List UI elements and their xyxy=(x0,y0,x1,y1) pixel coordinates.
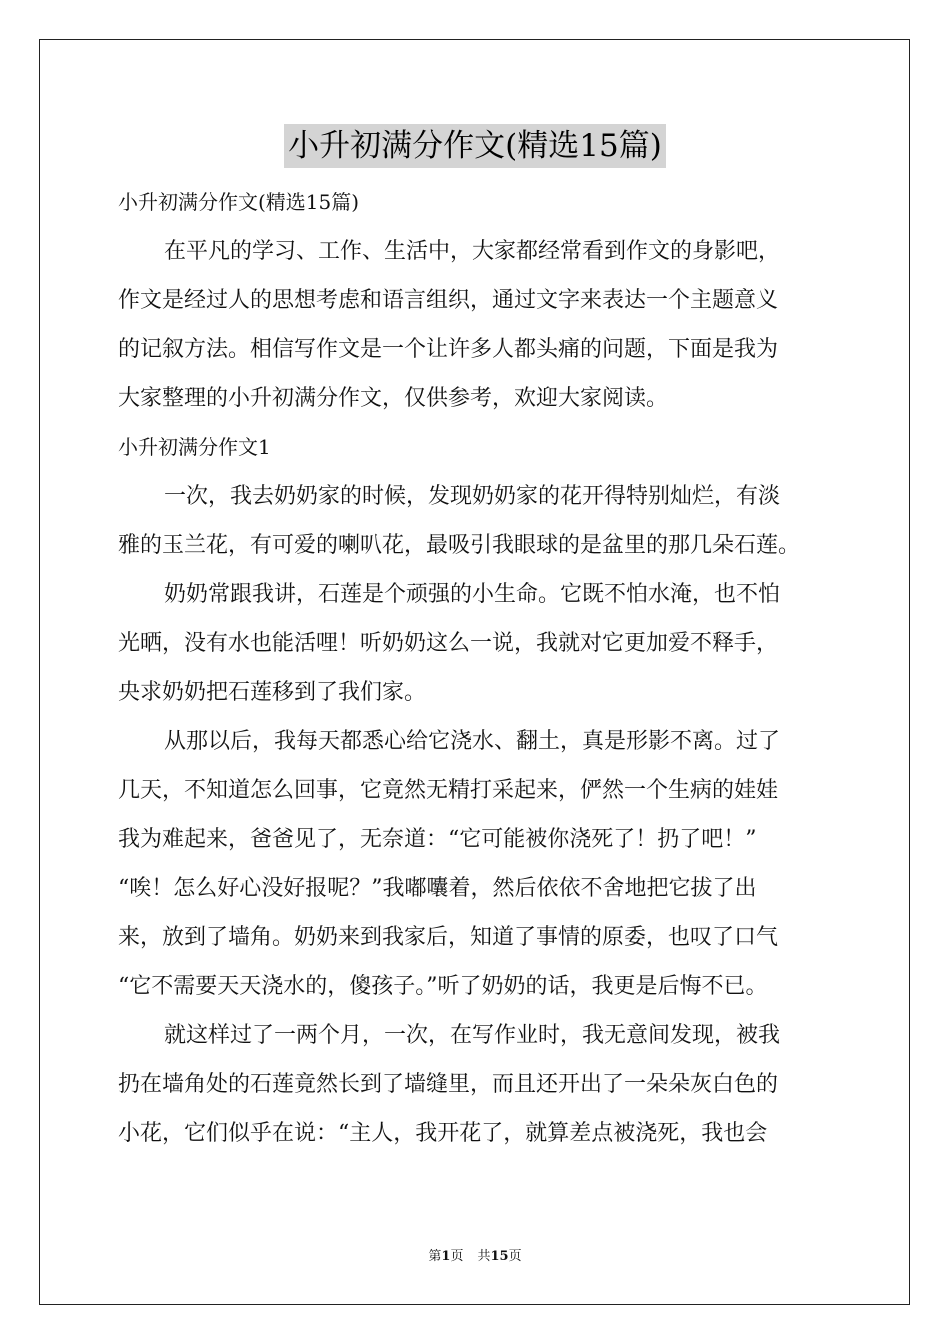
text-line: 的记叙方法。相信写作文是一个让许多人都头痛的问题，下面是我为 xyxy=(118,337,779,362)
text-line: 大家整理的小升初满分作文，仅供参考，欢迎大家阅读。 xyxy=(118,386,669,411)
text-line: 一次，我去奶奶家的时候，发现奶奶家的花开得特别灿烂，有淡 xyxy=(164,484,781,509)
text-line: “唉！怎么好心没好报呢？”我嘟囔着，然后依依不舍地把它拔了出 xyxy=(118,876,757,901)
footer-total-suffix: 页 xyxy=(508,1249,522,1264)
document-body xyxy=(118,178,840,1158)
text-line: 央求奶奶把石莲移到了我们家。 xyxy=(118,680,427,705)
text-line: 雅的玉兰花，有可爱的喇叭花，最吸引我眼球的是盆里的那几朵石莲。 xyxy=(118,533,801,558)
text-line: 来，放到了墙角。奶奶来到我家后，知道了事情的原委，也叹了口气 xyxy=(118,925,779,950)
section-heading: 小升初满分作文(精选15篇) xyxy=(118,190,360,214)
footer-total-prefix: 共 xyxy=(477,1249,491,1264)
section-heading: 小升初满分作文1 xyxy=(118,435,271,459)
text-line: 扔在墙角处的石莲竟然长到了墙缝里，而且还开出了一朵朵灰白色的 xyxy=(118,1072,779,1097)
title-container xyxy=(0,124,950,168)
footer-page-prefix: 第 xyxy=(428,1249,442,1264)
page-footer xyxy=(0,1247,950,1267)
text-line: 从那以后，我每天都悉心给它浇水、翻土，真是形影不离。过了 xyxy=(164,729,781,754)
text-line: 就这样过了一两个月，一次，在写作业时，我无意间发现，被我 xyxy=(164,1023,781,1048)
text-line: 几天，不知道怎么回事，它竟然无精打采起来，俨然一个生病的娃娃 xyxy=(118,778,779,803)
text-line: 我为难起来，爸爸见了，无奈道：“它可能被你浇死了！扔了吧！” xyxy=(118,827,757,852)
footer-page-total: 15 xyxy=(490,1249,509,1264)
text-line: 小花，它们似乎在说：“主人，我开花了，就算差点被浇死，我也会 xyxy=(118,1121,768,1146)
footer-page-suffix: 页 xyxy=(450,1249,464,1264)
document-title: 小升初满分作文(精选15篇) xyxy=(284,124,666,168)
text-line: 在平凡的学习、工作、生活中，大家都经常看到作文的身影吧， xyxy=(164,239,781,264)
text-line: “它不需要天天浇水的，傻孩子。”听了奶奶的话，我更是后悔不已。 xyxy=(118,974,768,999)
text-line: 作文是经过人的思想考虑和语言组织，通过文字来表达一个主题意义 xyxy=(118,288,779,313)
text-line: 奶奶常跟我讲，石莲是个顽强的小生命。它既不怕水淹，也不怕 xyxy=(164,582,781,607)
text-line: 光晒，没有水也能活哩！听奶奶这么一说，我就对它更加爱不释手， xyxy=(118,631,779,656)
footer-page-current: 1 xyxy=(441,1249,451,1264)
